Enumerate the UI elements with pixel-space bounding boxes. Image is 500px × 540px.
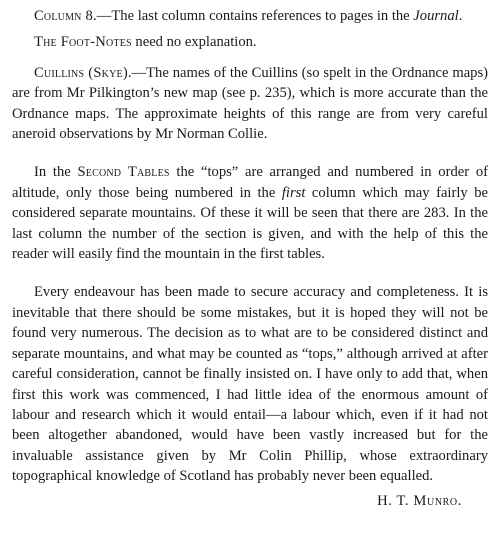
foot-notes-heading: The Foot-Notes [34, 34, 132, 51]
second-tables-text-b: the “tops” are arranged and numbered in order of altitude, only those being numbered in the [12, 164, 488, 201]
paragraph-foot-notes [12, 32, 488, 52]
second-tables-heading: Second Tables [77, 164, 170, 181]
column-8-heading: Column 8. [34, 8, 97, 24]
cuillins-text: .—The names of the Cuillins (so spelt in the Ordnance maps) are from Mr Pilkington’s new map (see p. 235), which is more accurate than the Ordnance maps. The approximate heights of this range are from very careful aneroid observations by Mr Norman Collie. [12, 64, 489, 143]
paragraph-column-8 [12, 6, 488, 26]
first-emphasis: first [281, 184, 306, 201]
document-page [12, 6, 488, 511]
journal-title: Journal [413, 8, 459, 24]
paragraph-second-tables [12, 162, 488, 264]
column-8-period: . [458, 8, 463, 24]
foot-notes-text: need no explanation. [131, 34, 257, 51]
paragraph-cuillins [12, 63, 488, 145]
endeavour-text: Every endeavour has been made to secure accuracy and completeness. It is inevitable that there should be some mistakes, but it is hoped they will not be found very numerous. The decision as to what are to be considered distinct and separate mountains, and what may be counted as “tops,” although arrived at after careful consideration, cannot be finally insisted on. I have only to add that, when first this work was commenced, I had little idea of the enormous amount of labour and research which it would entail—a labour which, even if it had not been altogether abandoned, would have been vastly increased but for the invaluable assistance given by Mr Colin Phillip, whose extraordinary topographical knowledge of Scotland has probably never been equalled. [12, 284, 488, 485]
second-tables-text-c: column which may fairly be considered separate mountains. Of these it will be seen that there are 283. In the last column the number of the section is given, and with the help of this the reader will easily find the mountain in the first tables. [12, 184, 488, 263]
paragraph-endeavour [12, 282, 488, 486]
signature: H. T. Munro. [377, 492, 462, 509]
column-8-text: —The last column contains references to pages in the [96, 8, 414, 24]
cuillins-heading: Cuillins (Skye) [34, 64, 128, 81]
second-tables-text-a: In the [34, 164, 78, 181]
